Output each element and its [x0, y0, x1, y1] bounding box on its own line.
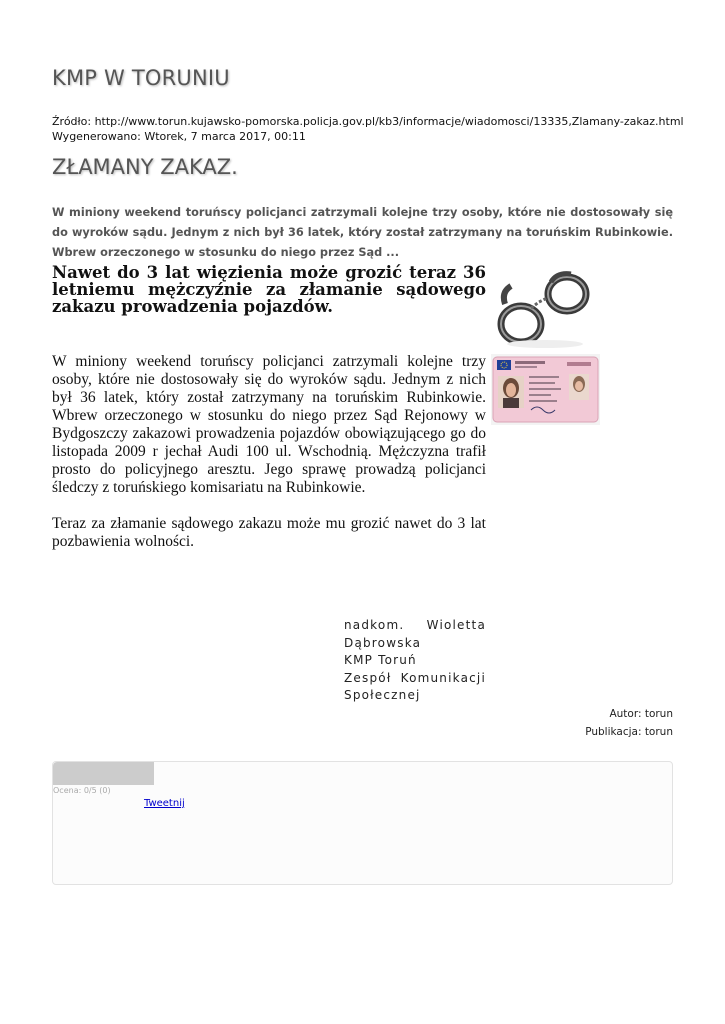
- article-paragraph: W miniony weekend toruńscy policjanci zatrzymali kolejne trzy osoby, które nie dostosowały się do wyroków sądu. Jednym z nich był 36 latek, który został zatrzymany na toruńskim Rubinkowie. Wbrew orzeczonego w stosunku do niego przez Sąd Rejonowy w Bydgoszczy zakazowi prowadzenia pojazdów obowiązującego go do listopada 2009 r jechał Audi 100 ul. Wschodnią. Mężczyzna trafił prosto do policyjnego aresztu. Jego sprawę prowadzą policjanci śledczy z toruńskiego komisariatu na Rubinkowie.: [52, 353, 486, 496]
- handcuffs-photo: [491, 264, 599, 350]
- author-label: Autor: torun: [609, 708, 673, 720]
- tweet-link[interactable]: Tweetnij: [144, 798, 185, 809]
- signature-unit: KMP Toruń: [344, 653, 417, 667]
- signature-first-name: Wioletta: [426, 618, 486, 632]
- site-title: KMP W TORUNIU: [52, 66, 230, 90]
- publication-info: [585, 705, 673, 741]
- article-subheading: Nawet do 3 lat więzienia może grozić teraz 36 letniemu mężczyźnie za złamanie sądowego zakazu prowadzenia pojazdów.: [52, 263, 486, 316]
- author-signature: [344, 617, 486, 705]
- article-paragraph: Teraz za złamanie sądowego zakazu może mu grozić nawet do 3 lat pozbawienia wolności.: [52, 515, 486, 550]
- signature-last-name: Dąbrowska: [344, 635, 422, 650]
- rating-label: Ocena: 0/5 (0): [53, 786, 111, 795]
- signature-team-c: Społecznej: [344, 688, 421, 702]
- publication-label: Publikacja: torun: [585, 726, 673, 738]
- signature-team-a: Zespół: [344, 670, 392, 685]
- signature-team-b: Komunikacji: [400, 670, 486, 685]
- article-body: [52, 353, 486, 569]
- source-url: Źródło: http://www.torun.kujawsko-pomorska.policja.gov.pl/kb3/informacje/wiadomosci/13335,Zlamany-zakaz.html: [52, 115, 684, 128]
- article-lead: W miniony weekend toruńscy policjanci zatrzymali kolejne trzy osoby, które nie dostosowały się do wyroków sądu. Jednym z nich był 36 latek, który został zatrzymany na toruńskim Rubinkowie. Wbrew orzeczonego w stosunku do niego przez Sąd ...: [52, 206, 673, 259]
- generated-date: Wygenerowano: Wtorek, 7 marca 2017, 00:11: [52, 130, 306, 143]
- rating-widget: [52, 761, 673, 885]
- article-title: ZŁAMANY ZAKAZ.: [52, 155, 238, 179]
- rating-bar[interactable]: [53, 762, 154, 785]
- signature-rank: nadkom.: [344, 618, 405, 632]
- document-meta: [52, 114, 684, 144]
- driving-license-photo: [491, 354, 600, 425]
